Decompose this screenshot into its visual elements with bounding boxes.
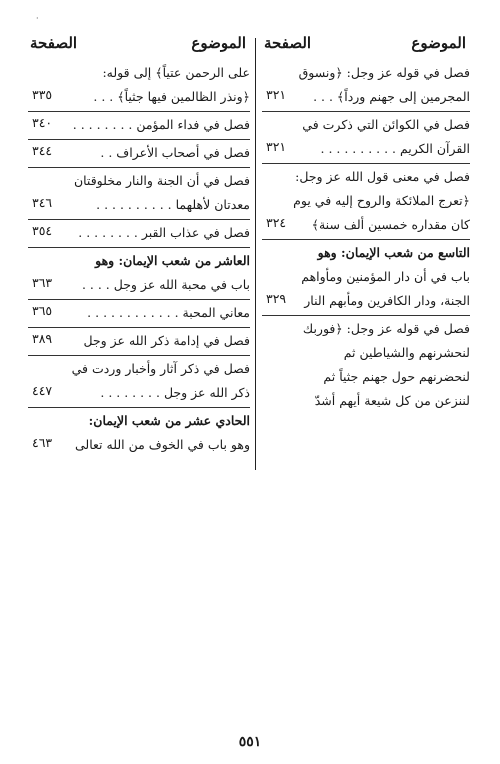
entry-page-number: ٣٤٠ xyxy=(32,115,53,130)
index-entry xyxy=(262,316,470,415)
column-divider xyxy=(255,38,256,470)
entry-line: باب في محبة الله عز وجل . . . . xyxy=(81,277,250,292)
entry-page-number: ٣٣٥ xyxy=(32,87,53,102)
topic-header: الموضوع xyxy=(411,34,466,52)
entry-page-number: ٣٢١ xyxy=(266,87,287,102)
entry-line: فصل في أن الجنة والنار مخلوقتان xyxy=(73,173,250,188)
entry-line: لننزعن من كل شيعة أيهم أشدّ xyxy=(314,393,470,408)
entry-line: فصل في الكوائن التي ذكرت في xyxy=(302,117,470,132)
right-entries xyxy=(262,60,470,415)
entry-page-number: ٣٦٥ xyxy=(32,303,53,318)
entry-page-number: ٣٢٤ xyxy=(266,215,287,230)
index-entry xyxy=(28,112,250,140)
page-header: الصفحة xyxy=(264,34,312,52)
column-header xyxy=(28,34,250,60)
index-entry xyxy=(262,164,470,240)
entry-line: التاسع من شعب الإيمان: وهو xyxy=(317,245,470,260)
entry-page-number: ٣٨٩ xyxy=(32,331,53,346)
entry-line: فصل في فداء المؤمن . . . . . . . . xyxy=(72,117,250,132)
entry-page-number: ٤٤٧ xyxy=(32,383,53,398)
left-entries xyxy=(28,60,250,459)
entry-page-number: ٣٤٦ xyxy=(32,195,53,210)
entry-line: ذكر الله عز وجل . . . . . . . . xyxy=(100,385,250,400)
entry-line: فصل في إدامة ذكر الله عز وجل xyxy=(83,333,250,348)
entry-line: فصل في ذكر آثار وأخبار وردت في xyxy=(71,361,250,376)
index-entry xyxy=(262,240,470,316)
index-entry xyxy=(28,300,250,328)
entry-line: كان مقداره خمسين ألف سنة﴾ xyxy=(311,217,470,232)
entry-line: ﴿ونذر الظالمين فيها جثياً﴾ . . . xyxy=(93,89,250,104)
entry-line: معاني المحبة . . . . . . . . . . . . xyxy=(87,305,250,320)
entry-line: فصل في قوله عز وجل: ﴿ونسوق xyxy=(298,65,470,80)
entry-line: الحادي عشر من شعب الإيمان: xyxy=(88,413,250,428)
entry-line: فصل في معنى قول الله عز وجل: xyxy=(295,169,470,184)
index-entry xyxy=(28,140,250,168)
column-header xyxy=(262,34,470,60)
entry-page-number: ٣٥٤ xyxy=(32,223,53,238)
index-entry xyxy=(262,60,470,112)
index-entry xyxy=(28,328,250,356)
index-entry xyxy=(28,248,250,300)
index-entry xyxy=(28,408,250,459)
corner-mark: · xyxy=(36,14,39,23)
entry-page-number: ٣٢١ xyxy=(266,139,287,154)
topic-header: الموضوع xyxy=(191,34,246,52)
left-column xyxy=(28,34,250,459)
right-column xyxy=(262,34,470,415)
entry-line: على الرحمن عتياً﴾ إلى قوله: xyxy=(102,65,250,80)
entry-line: معدتان لأهلهما . . . . . . . . . . xyxy=(96,197,250,212)
entry-line: الجنة، ودار الكافرين ومأبهم النار xyxy=(304,293,470,308)
entry-line: القرآن الكريم . . . . . . . . . . xyxy=(320,141,470,156)
entry-line: لنحضرنهم حول جهنم جثياً ثم xyxy=(323,369,470,384)
index-entry xyxy=(28,356,250,408)
entry-page-number: ٣٦٣ xyxy=(32,275,53,290)
entry-line: وهو باب في الخوف من الله تعالى xyxy=(74,437,250,452)
entry-page-number: ٤٦٣ xyxy=(32,435,53,450)
entry-line: المجرمين إلى جهنم ورداً﴾ . . . xyxy=(313,89,470,104)
entry-line: العاشر من شعب الإيمان: وهو xyxy=(95,253,250,268)
index-entry xyxy=(28,220,250,248)
page-header: الصفحة xyxy=(30,34,78,52)
entry-line: ﴿تعرج الملائكة والروح إليه في يوم xyxy=(293,193,470,208)
index-entry xyxy=(262,112,470,164)
entry-line: باب في أن دار المؤمنين ومأواهم xyxy=(301,269,470,284)
entry-line: لنحشرنهم والشياطين ثم xyxy=(343,345,470,360)
entry-line: فصل في أصحاب الأعراف . . xyxy=(100,145,250,160)
entry-page-number: ٣٢٩ xyxy=(266,291,287,306)
page-number: ٥٥١ xyxy=(238,734,262,750)
entry-page-number: ٣٤٤ xyxy=(32,143,53,158)
entry-line: فصل في قوله عز وجل: ﴿فوربك xyxy=(302,321,470,336)
index-entry xyxy=(28,168,250,220)
entry-line: فصل في عذاب القبر . . . . . . . . xyxy=(78,225,250,240)
index-entry xyxy=(28,60,250,112)
